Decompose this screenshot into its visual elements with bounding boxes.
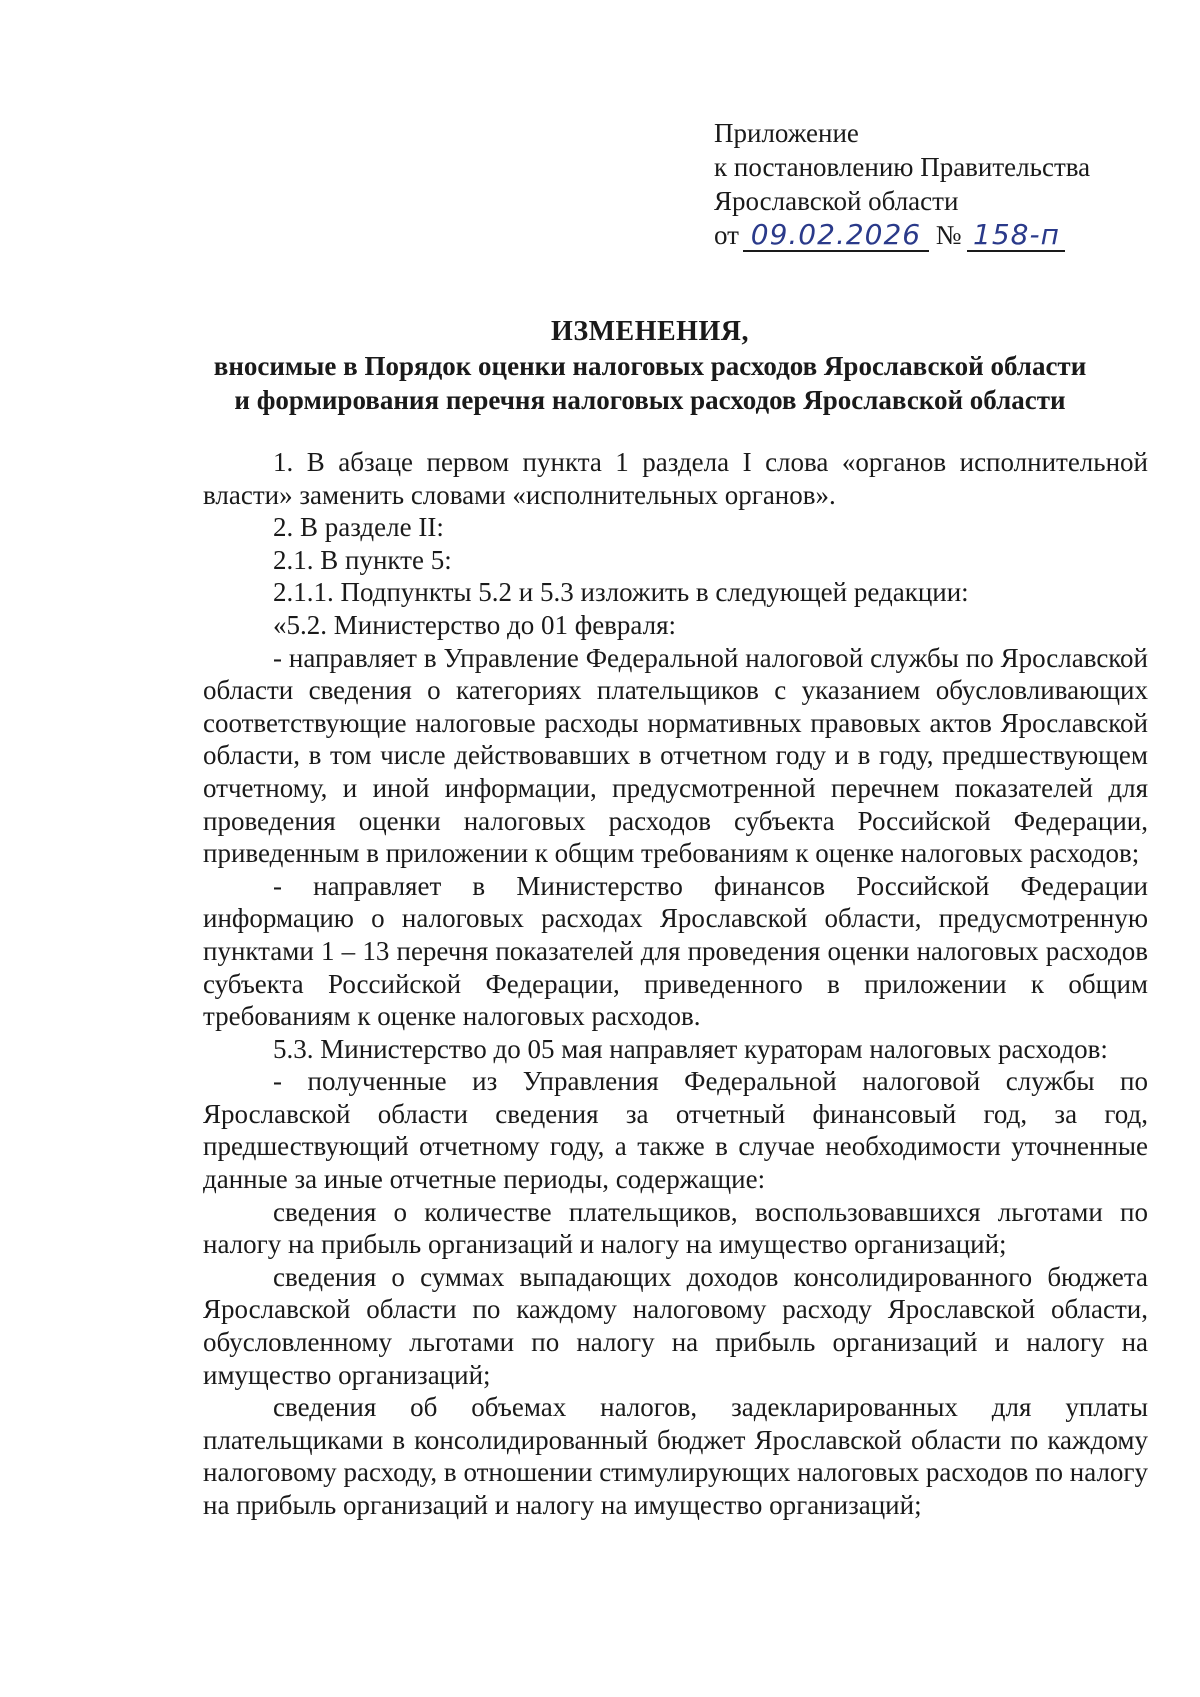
paragraph: 2. В разделе II: (273, 512, 444, 543)
paragraph: сведения о количестве плательщиков, воспользовавшихся льготами по налогу на прибыль организаций и налогу на имущество организаций; (203, 1196, 1148, 1260)
date-prefix: от (714, 220, 739, 250)
appendix-resolution: к постановлению Правительства (714, 152, 1091, 182)
paragraph: сведения о суммах выпадающих доходов консолидированного бюджета Ярославской области по каждому налоговому расходу Ярославской области, обусловленному льготами по налогу на прибыль организаций и налогу на имущество организаций; (203, 1261, 1148, 1390)
paragraph: - направляет в Управление Федеральной налоговой службы по Ярославской области сведения о категориях плательщиков с указанием обусловливающих соответствующие налоговые расходы нормативных правовых актов Ярославской области, в том числе действовавших в отчетном году и в году, предшествующем отчетному, и иной информации, предусмотренной перечнем показателей для проведения оценки налоговых расходов субъекта Российской Федерации, приведенным в приложении к общим требованиям к оценке налоговых расходов; (203, 642, 1148, 869)
paragraph: 1. В абзаце первом пункта 1 раздела I слова «органов исполнительной власти» заменить словами «исполнительных органов». (203, 447, 1148, 510)
paragraph: - полученные из Управления Федеральной налоговой службы по Ярославской области сведения за отчетный финансовый год, за год, предшествующий отчетному году, а также в случае необходимости уточненные данные за иные отчетные периоды, содержащие: (203, 1066, 1148, 1195)
paragraph: «5.2. Министерство до 01 февраля: (273, 609, 677, 640)
appendix-header (714, 116, 1090, 252)
handwritten-date: 09.02.2026 (743, 220, 929, 252)
paragraph: 2.1.1. Подпункты 5.2 и 5.3 изложить в следующей редакции: (273, 577, 969, 608)
title-main: ИЗМЕНЕНИЯ, (551, 316, 749, 347)
document-title (150, 315, 1150, 417)
number-prefix: № (935, 220, 962, 250)
paragraph: сведения об объемах налогов, задекларированных для уплаты плательщиками в консолидированный бюджет Ярославской области по каждому налоговому расходу, в отношении стимулирующих налоговых расходов по налогу на прибыль организаций и налогу на имущество организаций; (203, 1392, 1148, 1520)
title-line-1: вносимые в Порядок оценки налоговых расходов Ярославской области (213, 351, 1087, 381)
appendix-date-number (714, 218, 1090, 252)
title-line-2: и формирования перечня налоговых расходов Ярославской области (234, 385, 1066, 415)
appendix-region: Ярославской области (714, 186, 959, 216)
document-body (203, 446, 1148, 1522)
paragraph: 2.1. В пункте 5: (273, 544, 452, 575)
handwritten-number: 158-п (967, 220, 1065, 252)
paragraph: - направляет в Министерство финансов Российской Федерации информацию о налоговых расходах Ярославской области, предусмотренную пунктами 1 – 13 перечня показателей для проведения оценки налоговых расходов субъекта Российской Федерации, приведенного в приложении к общим требованиям к оценке налоговых расходов. (203, 870, 1148, 1032)
paragraph: 5.3. Министерство до 05 мая направляет кураторам налоговых расходов: (273, 1033, 1108, 1064)
appendix-label: Приложение (714, 118, 859, 148)
